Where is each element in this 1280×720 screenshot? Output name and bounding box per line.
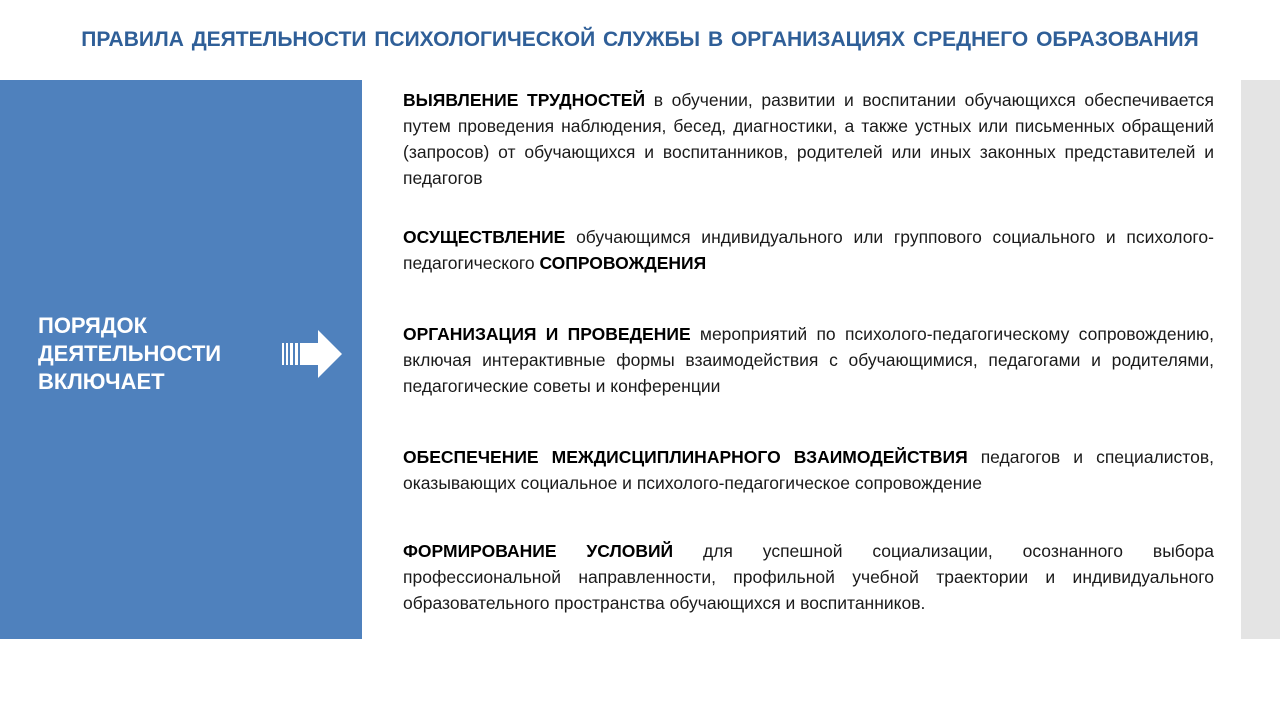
item-conditions — [403, 538, 1214, 616]
item-identifying-difficulties — [403, 87, 1214, 191]
item-interdisciplinary — [403, 444, 1214, 496]
item-text: для успешной социализации, осознанного выбора профессиональной направленности, профильной учебной траектории и индивидуального образовательного пространства обучающихся и воспитанников. — [403, 541, 1214, 613]
item-organizing-events — [403, 321, 1214, 399]
item-heading: ФОРМИРОВАНИЕ УСЛОВИЙ — [403, 541, 674, 561]
arrow-right-icon — [282, 330, 344, 378]
item-heading-tail: СОПРОВОЖДЕНИЯ — [539, 253, 707, 273]
item-heading: ОБЕСПЕЧЕНИЕ МЕЖДИСЦИПЛИНАРНОГО ВЗАИМОДЕЙСТВИЯ — [403, 447, 968, 467]
left-panel-label: ПОРЯДОК ДЕЯТЕЛЬНОСТИ ВКЛЮЧАЕТ — [38, 313, 222, 394]
page-title: ПРАВИЛА ДЕЯТЕЛЬНОСТИ ПСИХОЛОГИЧЕСКОЙ СЛУЖБЫ В ОРГАНИЗАЦИЯХ СРЕДНЕГО ОБРАЗОВАНИЯ — [81, 28, 1199, 51]
right-decor-strip — [1241, 80, 1280, 639]
item-heading: ВЫЯВЛЕНИЕ ТРУДНОСТЕЙ — [403, 90, 646, 110]
item-text: обучающимся индивидуального или группового социального и психолого-педагогического — [403, 227, 1214, 273]
item-text: в обучении, развитии и воспитании обучающихся обеспечивается путем проведения наблюдения, бесед, диагностики, а также устных или письменных обращений (запросов) от обучающихся и воспитанников, родителей или иных законных представителей и педагогов — [403, 90, 1214, 188]
item-support — [403, 224, 1214, 276]
item-heading: ОСУЩЕСТВЛЕНИЕ — [403, 227, 566, 247]
item-text: мероприятий по психолого-педагогическому сопровождению, включая интерактивные формы взаимодействия с обучающимися, педагогами и родителями, педагогические советы и конференции — [403, 324, 1214, 396]
item-heading: ОРГАНИЗАЦИЯ И ПРОВЕДЕНИЕ — [403, 324, 691, 344]
item-text: педагогов и специалистов, оказывающих социальное и психолого-педагогическое сопровождение — [403, 447, 1215, 493]
